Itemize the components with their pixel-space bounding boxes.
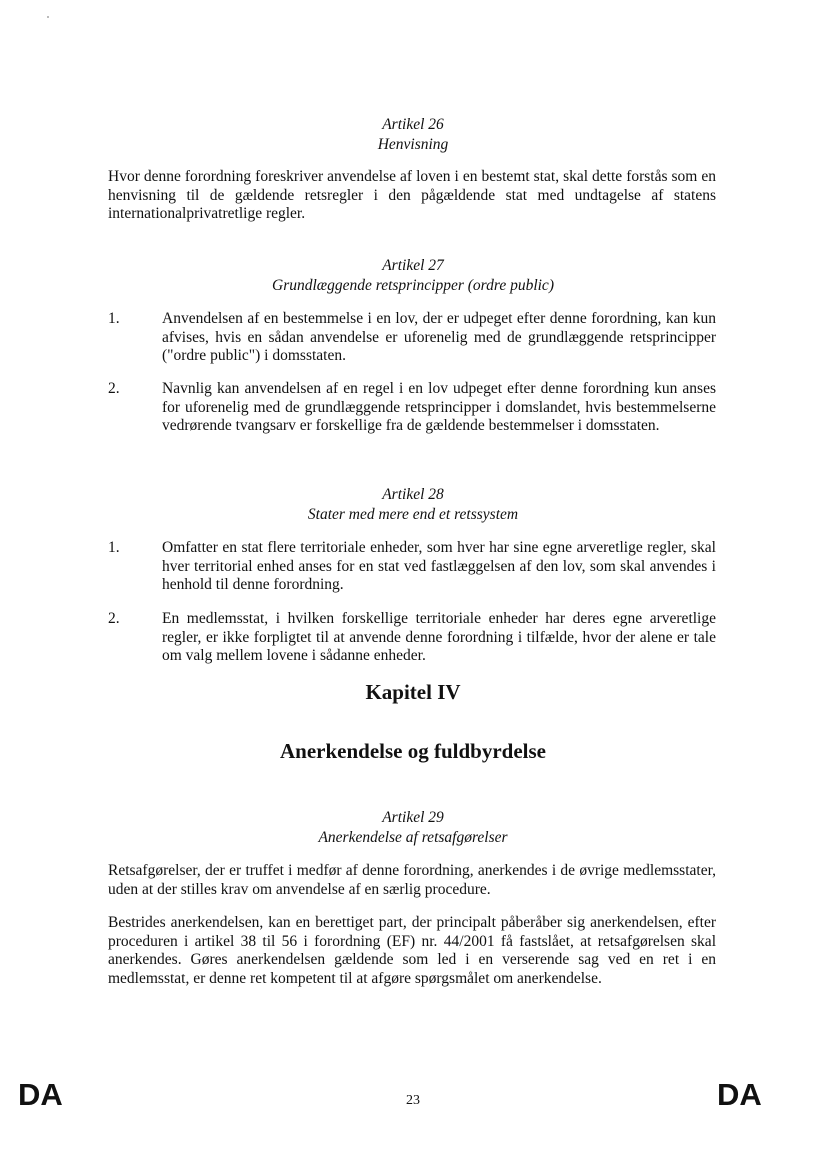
article-title: Anerkendelse af retsafgørelser [318,829,508,846]
article-number: Artikel 28 [382,486,444,503]
chapter-label: Kapitel IV [365,680,461,704]
article-29-heading [0,808,826,848]
item-text: En medlemsstat, i hvilken forskellige territoriale enheder har deres egne arveretlige regler, er ikke forpligtet til at anvende denne forordning i tilfælde, hvor der alene er tale om valg mellem lovene i sådanne enheder. [162,610,716,664]
footer-language-left: DA [18,1077,63,1112]
article-27-heading [0,256,826,296]
item-number: 1. [108,539,120,556]
article-28-item-2 [108,610,716,666]
article-27-item-2 [108,380,716,436]
article-29-paragraph-2: Bestrides anerkendelsen, kan en berettiget part, der principalt påberåber sig anerkendelsen, efter proceduren i artikel 38 til 56 i forordning (EF) nr. 44/2001 få fastslået, at retsafgørelsen skal anerkendes. Gøres anerkendelsen gældende som led i en verserende sag ved en ret i en medlemsstat, er denne ret kompetent til at afgøre spørgsmålet om anerkendelse. [108,914,716,987]
article-number: Artikel 27 [382,257,444,274]
item-text: Anvendelsen af en bestemmelse i en lov, der er udpeget efter denne forordning, kan kun afvises, hvis en sådan anvendelse er uforenelig med de grundlæggende retsprincipper ("ordre public") i domsstaten. [162,310,716,364]
item-text: Navnlig kan anvendelsen af en regel i en lov udpeget efter denne forordning kun anses for uforenelig med de grundlæggende retsprincipper i domslandet, hvis bestemmelserne vedrørende tvangsarv er forskellige fra de gældende bestemmelser i domsstaten. [162,380,716,434]
article-title: Henvisning [377,136,449,153]
chapter-title: Anerkendelse og fuldbyrdelse [279,739,546,763]
article-number: Artikel 26 [382,116,444,133]
article-28-heading [0,485,826,525]
article-26-paragraph: Hvor denne forordning foreskriver anvendelse af loven i en bestemt stat, skal dette forstås som en henvisning til de gældende retsregler i den pågældende stat med undtagelse af statens internationalprivatretlige regler. [108,168,716,222]
article-number: Artikel 29 [382,809,444,826]
article-28-item-1 [108,539,716,595]
item-text: Omfatter en stat flere territoriale enheder, som hver har sine egne arveretlige regler, skal hver territorial enhed anses for en stat ved fastlæggelsen af den lov, som skal anvendes i henhold til denne forordning. [162,539,716,593]
article-title: Stater med mere end et retssystem [307,506,519,523]
page-number: 23 [406,1093,420,1108]
item-number: 2. [108,380,120,397]
footer-language-right: DA [717,1077,762,1112]
item-number: 1. [108,310,120,327]
article-26-heading [0,115,826,155]
scan-speck [47,16,49,18]
article-27-item-1 [108,310,716,366]
item-number: 2. [108,610,120,627]
article-29-paragraph-1: Retsafgørelser, der er truffet i medfør af denne forordning, anerkendes i de øvrige medlemsstater, uden at der stilles krav om anvendelse af en særlig procedure. [108,862,716,898]
article-title: Grundlæggende retsprincipper (ordre public) [272,277,554,294]
